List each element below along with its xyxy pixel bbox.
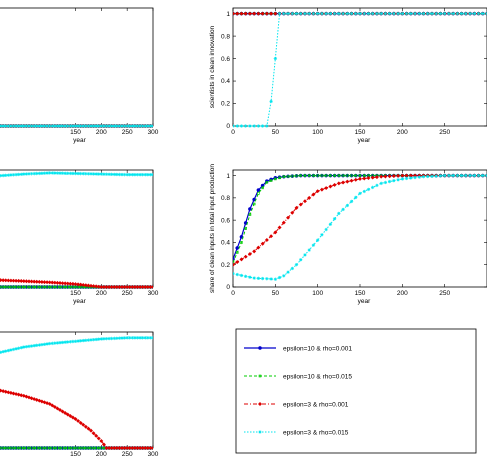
data-point [409, 12, 412, 15]
data-point [308, 248, 311, 251]
data-point [435, 174, 438, 177]
data-point [375, 12, 378, 15]
data-point [257, 277, 260, 280]
data-point [231, 272, 234, 275]
data-point [456, 174, 459, 177]
x-tick-label: 250 [121, 451, 133, 458]
y-tick-label: 0.2 [220, 100, 230, 108]
data-point [299, 12, 302, 15]
data-point [337, 12, 340, 15]
data-point [473, 12, 476, 15]
data-point [392, 12, 395, 15]
data-point [295, 263, 298, 266]
data-point [363, 190, 366, 193]
data-point [12, 348, 15, 351]
data-point [371, 186, 374, 189]
data-point [354, 196, 357, 199]
data-point [435, 12, 438, 15]
data-point [244, 124, 247, 127]
chart-panel-bottom-left [0, 332, 159, 458]
y-tick-label: 0.4 [220, 78, 230, 86]
y-tick-label: 1 [226, 172, 230, 180]
data-point [282, 274, 285, 277]
data-point [43, 343, 46, 346]
y-tick-label: 0.2 [220, 261, 230, 269]
data-point [45, 342, 48, 345]
data-point [265, 124, 268, 127]
data-point [17, 347, 20, 350]
data-point [320, 233, 323, 236]
y-tick-label: 0.6 [220, 217, 230, 225]
data-point [252, 124, 255, 127]
data-point [430, 12, 433, 15]
data-point [443, 12, 446, 15]
data-point [460, 12, 463, 15]
data-point [468, 12, 471, 15]
data-point [341, 12, 344, 15]
x-tick-label: 100 [312, 290, 324, 297]
data-point [451, 174, 454, 177]
data-point [324, 228, 327, 231]
data-point [337, 212, 340, 215]
data-point [451, 12, 454, 15]
x-tick-label: 150 [354, 290, 366, 297]
x-axis-label: year [357, 137, 371, 144]
data-point [350, 200, 353, 203]
data-point [22, 345, 25, 348]
data-point [439, 12, 442, 15]
x-tick-label: 150 [354, 129, 366, 136]
data-point [358, 12, 361, 15]
data-point [422, 12, 425, 15]
legend-label: epsilon=10 & rho=0.015 [283, 373, 353, 381]
data-point [346, 12, 349, 15]
data-point [443, 174, 446, 177]
data-point [248, 207, 251, 210]
data-point [257, 124, 260, 127]
data-point [405, 12, 408, 15]
plot-area [233, 8, 487, 126]
chart-panel-top-right [209, 8, 487, 144]
data-point [278, 276, 281, 279]
data-point [151, 173, 154, 176]
data-point [363, 12, 366, 15]
data-point [244, 275, 247, 278]
data-point [4, 349, 7, 352]
data-point [14, 347, 17, 350]
x-tick-label: 200 [95, 290, 107, 297]
chart-panel-middle-right [209, 164, 487, 305]
legend-label: epsilon=3 & rho=0.015 [283, 429, 349, 437]
data-point [460, 174, 463, 177]
data-point [240, 274, 243, 277]
plot-area [0, 170, 153, 287]
plot-area [0, 332, 153, 448]
chart-panel-top-left [0, 8, 159, 144]
data-point [481, 12, 484, 15]
data-point [269, 100, 272, 103]
data-point [236, 273, 239, 276]
data-point [316, 239, 319, 242]
x-axis-label: year [357, 298, 371, 305]
x-tick-label: 200 [95, 451, 107, 458]
x-tick-label: 50 [271, 290, 279, 297]
data-point [1, 350, 4, 353]
x-tick-label: 200 [396, 129, 408, 136]
x-tick-label: 0 [231, 129, 235, 136]
data-point [379, 182, 382, 185]
data-point [286, 12, 289, 15]
x-axis-label: year [73, 137, 86, 144]
data-point [7, 349, 10, 352]
y-tick-label: 0.8 [220, 195, 230, 203]
data-point [27, 345, 30, 348]
x-tick-label: 200 [396, 290, 408, 297]
data-point [341, 208, 344, 211]
data-point [252, 276, 255, 279]
plot-area [233, 170, 487, 287]
data-point [258, 346, 261, 349]
data-point [30, 344, 33, 347]
data-point [367, 12, 370, 15]
data-point [464, 12, 467, 15]
plot-area [0, 8, 153, 126]
data-point [396, 178, 399, 181]
x-tick-label: 300 [147, 290, 159, 297]
x-tick-label: 0 [231, 290, 235, 297]
data-point [261, 124, 264, 127]
data-point [299, 258, 302, 261]
data-point [291, 12, 294, 15]
data-point [477, 12, 480, 15]
data-point [473, 174, 476, 177]
data-point [354, 12, 357, 15]
data-point [25, 345, 28, 348]
data-point [274, 57, 277, 60]
data-point [405, 177, 408, 180]
data-point [231, 124, 234, 127]
x-tick-label: 250 [439, 290, 451, 297]
data-point [258, 430, 261, 433]
data-point [367, 188, 370, 191]
data-point [236, 124, 239, 127]
x-tick-label: 250 [121, 290, 133, 297]
x-tick-label: 100 [312, 129, 324, 136]
data-point [384, 12, 387, 15]
data-point [388, 180, 391, 183]
chart-panel-middle-left [0, 170, 159, 305]
x-axis-label: year [73, 298, 86, 305]
data-point [248, 275, 251, 278]
data-point [375, 184, 378, 187]
data-point [333, 217, 336, 220]
x-tick-label: 300 [147, 451, 159, 458]
y-tick-label: 0 [226, 123, 230, 131]
data-point [468, 174, 471, 177]
data-point [481, 174, 484, 177]
data-point [329, 12, 332, 15]
data-point [426, 175, 429, 178]
data-point [430, 175, 433, 178]
x-tick-label: 150 [70, 129, 81, 136]
x-tick-label: 150 [70, 290, 81, 297]
x-tick-label: 250 [121, 129, 133, 136]
data-point [350, 12, 353, 15]
data-point [274, 278, 277, 281]
data-point [401, 177, 404, 180]
data-point [303, 253, 306, 256]
y-tick-label: 0.8 [220, 33, 230, 41]
data-point [291, 267, 294, 270]
y-tick-label: 1 [226, 10, 230, 18]
data-point [286, 270, 289, 273]
data-point [324, 12, 327, 15]
data-point [329, 222, 332, 225]
x-tick-label: 150 [70, 451, 81, 458]
data-point [32, 344, 35, 347]
y-tick-label: 0.6 [220, 55, 230, 63]
y-axis-label: scientists in clean innovation [209, 25, 216, 109]
data-point [40, 343, 43, 346]
data-point [9, 348, 12, 351]
data-point [426, 12, 429, 15]
data-point [401, 12, 404, 15]
data-point [35, 344, 38, 347]
data-point [278, 12, 281, 15]
data-point [261, 277, 264, 280]
data-point [409, 176, 412, 179]
data-point [358, 192, 361, 195]
legend [236, 329, 476, 453]
data-point [413, 176, 416, 179]
data-point [477, 174, 480, 177]
data-point [439, 174, 442, 177]
data-point [447, 12, 450, 15]
data-point [396, 12, 399, 15]
data-point [418, 12, 421, 15]
x-tick-label: 50 [271, 129, 279, 136]
data-point [379, 12, 382, 15]
data-point [464, 174, 467, 177]
y-axis-label: share of clean inputs in total input production [209, 163, 216, 294]
data-point [333, 12, 336, 15]
data-point [151, 336, 154, 339]
data-point [248, 124, 251, 127]
data-point [151, 124, 154, 127]
data-point [20, 346, 23, 349]
y-tick-label: 0 [226, 284, 230, 292]
data-point [316, 12, 319, 15]
data-point [346, 204, 349, 207]
x-tick-label: 250 [439, 129, 451, 136]
data-point [236, 246, 239, 249]
data-point [303, 12, 306, 15]
x-tick-label: 200 [95, 129, 107, 136]
data-point [282, 12, 285, 15]
data-point [295, 12, 298, 15]
data-point [413, 12, 416, 15]
data-point [456, 12, 459, 15]
data-point [265, 277, 268, 280]
data-point [384, 181, 387, 184]
data-point [320, 12, 323, 15]
y-tick-label: 0.4 [220, 239, 230, 247]
data-point [392, 179, 395, 182]
data-point [422, 175, 425, 178]
data-point [269, 277, 272, 280]
data-point [418, 175, 421, 178]
data-point [371, 12, 374, 15]
x-tick-label: 300 [147, 129, 159, 136]
data-point [240, 124, 243, 127]
legend-label: epsilon=10 & rho=0.001 [283, 345, 353, 353]
data-point [447, 174, 450, 177]
legend-label: epsilon=3 & rho=0.001 [283, 401, 349, 409]
data-point [312, 243, 315, 246]
data-point [312, 12, 315, 15]
data-point [308, 12, 311, 15]
data-point [388, 12, 391, 15]
data-point [38, 343, 41, 346]
